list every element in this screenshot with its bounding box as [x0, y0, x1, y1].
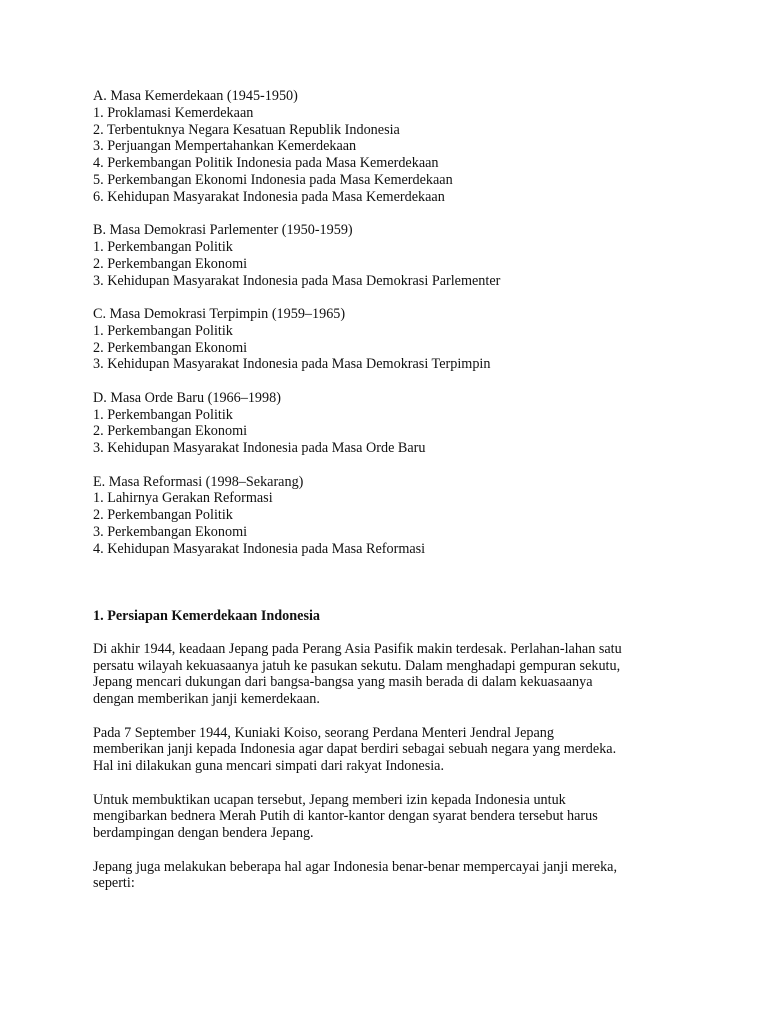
document-page: [93, 88, 683, 909]
outline-heading: B. Masa Demokrasi Parlementer (1950-1959): [93, 222, 353, 239]
outline-item: 2. Terbentuknya Negara Kesatuan Republik Indonesia: [93, 121, 400, 138]
paragraph-line: berdampingan dengan bendera Jepang.: [93, 825, 314, 842]
outline-item: 3. Kehidupan Masyarakat Indonesia pada Masa Demokrasi Parlementer: [93, 272, 501, 289]
paragraph-line: Hal ini dilakukan guna mencari simpati dari rakyat Indonesia.: [93, 758, 445, 775]
outline-group-b: [93, 222, 683, 289]
section-title: 1. Persiapan Kemerdekaan Indonesia: [93, 607, 321, 624]
outline-item: 2. Perkembangan Ekonomi: [93, 423, 248, 440]
outline-item: 2. Perkembangan Politik: [93, 507, 233, 524]
outline-item: 3. Kehidupan Masyarakat Indonesia pada Masa Orde Baru: [93, 440, 426, 457]
outline-item: 3. Perkembangan Ekonomi: [93, 523, 248, 540]
paragraph-2: [93, 725, 683, 775]
paragraph-line: mengibarkan bednera Merah Putih di kantor-kantor dengan syarat bendera tersebut harus: [93, 808, 598, 825]
paragraph-line: Jepang mencari dukungan dari bangsa-bangsa yang masih berada di dalam kekuasaanya: [93, 674, 593, 691]
outline-group-a: [93, 88, 683, 206]
outline-item: 2. Perkembangan Ekonomi: [93, 339, 248, 356]
outline-item: 2. Perkembangan Ekonomi: [93, 255, 248, 272]
outline-item: 1. Perkembangan Politik: [93, 238, 233, 255]
outline-item: 4. Kehidupan Masyarakat Indonesia pada Masa Reformasi: [93, 540, 426, 557]
outline-item: 1. Proklamasi Kemerdekaan: [93, 104, 254, 121]
outline-heading: A. Masa Kemerdekaan (1945-1950): [93, 88, 298, 104]
outline-item: 4. Perkembangan Politik Indonesia pada Masa Kemerdekaan: [93, 155, 439, 172]
paragraph-line: memberikan janji kepada Indonesia agar dapat berdiri sebagai sebuah negara yang merdeka.: [93, 741, 617, 758]
outline-item: 5. Perkembangan Ekonomi Indonesia pada Masa Kemerdekaan: [93, 171, 453, 188]
outline-item: 1. Lahirnya Gerakan Reformasi: [93, 490, 273, 507]
outline-group-d: [93, 390, 683, 457]
paragraph-line: seperti:: [93, 875, 135, 892]
outline-heading: D. Masa Orde Baru (1966–1998): [93, 389, 281, 406]
paragraph-1: [93, 641, 683, 708]
outline-heading: C. Masa Demokrasi Terpimpin (1959–1965): [93, 305, 346, 322]
outline-group-c: [93, 306, 683, 373]
paragraph-4: [93, 859, 683, 893]
paragraph-line: Pada 7 September 1944, Kuniaki Koiso, seorang Perdana Menteri Jendral Jepang: [93, 724, 554, 741]
paragraph-line: persatu wilayah kekuasaanya jatuh ke pasukan sekutu. Dalam menghadapi gempuran sekutu,: [93, 657, 621, 674]
paragraph-line: Di akhir 1944, keadaan Jepang pada Perang Asia Pasifik makin terdesak. Perlahan-lahan satu: [93, 640, 622, 657]
outline-item: 1. Perkembangan Politik: [93, 322, 233, 339]
outline-group-e: [93, 474, 683, 558]
outline-item: 3. Perjuangan Mempertahankan Kemerdekaan: [93, 138, 357, 155]
outline-heading: E. Masa Reformasi (1998–Sekarang): [93, 473, 304, 490]
paragraph-line: Jepang juga melakukan beberapa hal agar Indonesia benar-benar mempercayai janji mereka,: [93, 858, 618, 875]
paragraph-3: [93, 792, 683, 842]
outline-item: 6. Kehidupan Masyarakat Indonesia pada Masa Kemerdekaan: [93, 188, 445, 205]
paragraph-line: dengan memberikan janji kemerdekaan.: [93, 691, 320, 708]
outline-item: 3. Kehidupan Masyarakat Indonesia pada Masa Demokrasi Terpimpin: [93, 356, 491, 373]
paragraph-line: Untuk membuktikan ucapan tersebut, Jepang memberi izin kepada Indonesia untuk: [93, 791, 566, 808]
outline-item: 1. Perkembangan Politik: [93, 406, 233, 423]
